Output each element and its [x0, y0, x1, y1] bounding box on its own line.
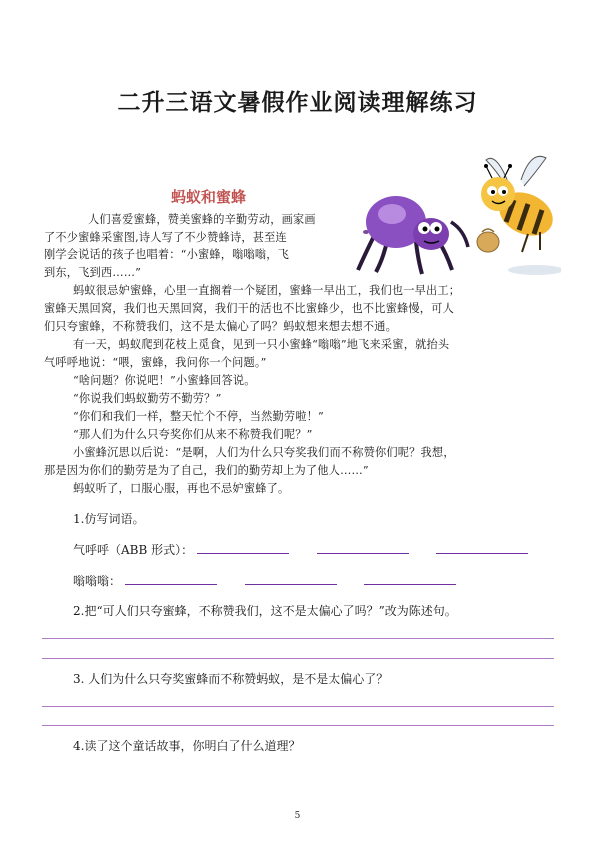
page-number: 5: [294, 811, 301, 821]
question-1b: [73, 572, 456, 589]
story-line: 刚学会说话的孩子也唱着：“小蜜蜂，嗡嗡嗡，飞: [44, 248, 290, 261]
story-line: “你说我们蚂蚁勤劳不勤劳？”: [73, 392, 222, 405]
story-line: 气呼呼地说：“喂，蜜蜂，我问你一个问题。”: [44, 356, 267, 369]
bee-figure: [477, 156, 561, 275]
answer-blank[interactable]: [364, 583, 456, 585]
story-line: 们只夸蜜蜂，不称赞我们，这不是太偏心了吗？蚂蚁想来想去想不通。: [44, 320, 398, 333]
answer-blank[interactable]: [125, 583, 217, 585]
story-line: 蚂蚁听了，口服心服，再也不忌妒蜜蜂了。: [73, 482, 290, 495]
question-1a-label: 气呼呼（ABB 形式）：: [73, 543, 194, 557]
answer-line[interactable]: [42, 706, 554, 707]
story-line: 那是因为你们的勤劳是为了自己，我们的勤劳却上为了他人……”: [44, 464, 369, 477]
story-line: 蚂蚁很忌妒蜜蜂，心里一直搁着一个疑团，蜜蜂一早出工，我们也一早出工；: [73, 284, 461, 297]
answer-blank[interactable]: [245, 583, 337, 585]
question-3: 3. 人们为什么只夸奖蜜蜂而不称赞蚂蚁，是不是太偏心了？: [73, 672, 389, 686]
answer-blank[interactable]: [317, 552, 409, 554]
story-title: 蚂蚁和蜜蜂: [171, 188, 247, 206]
answer-line[interactable]: [42, 638, 554, 639]
story-line: 小蜜蜂沉思以后说：“是啊，人们为什么只夸奖我们而不称赞你们呢？我想，: [73, 446, 455, 459]
question-1: 1.仿写词语。: [73, 512, 145, 526]
answer-line[interactable]: [42, 725, 554, 726]
question-4: 4.读了这个童话故事，你明白了什么道理？: [73, 739, 301, 753]
ant-and-bee-illustration: [356, 152, 561, 277]
question-1b-label: 嗡嗡嗡：: [73, 574, 122, 588]
story-line: “你们和我们一样，整天忙个不停，当然勤劳啦！”: [73, 410, 324, 423]
story-line: 人们喜爱蜜蜂，赞美蜜蜂的辛勤劳动，画家画: [88, 213, 316, 226]
ant-figure: [358, 196, 468, 274]
answer-blank[interactable]: [436, 552, 528, 554]
story-line: 了不少蜜蜂采蜜图,诗人写了不少赞蜂诗，甚至连: [44, 231, 287, 244]
story-line: “那人们为什么只夸奖你们从来不称赞我们呢？”: [73, 428, 313, 441]
answer-line[interactable]: [42, 658, 554, 659]
story-line: “啥问题？你说吧！”小蜜蜂回答说。: [73, 374, 256, 387]
page-title: 二升三语文暑假作业阅读理解练习: [117, 90, 478, 116]
answer-blank[interactable]: [197, 552, 289, 554]
question-2: 2.把“可人们只夸蜜蜂，不称赞我们，这不是太偏心了吗？”改为陈述句。: [73, 604, 457, 618]
question-1a: [73, 541, 528, 558]
story-line: 有一天，蚂蚁爬到花枝上觅食，见到一只小蜜蜂“嗡嗡”地飞来采蜜，就抬头: [73, 338, 450, 351]
story-line: 到东，飞到西……”: [44, 266, 142, 279]
story-line: 蜜蜂天黑回窝，我们也天黑回窝，我们干的活也不比蜜蜂少，也不比蜜蜂慢，可人: [44, 302, 454, 315]
